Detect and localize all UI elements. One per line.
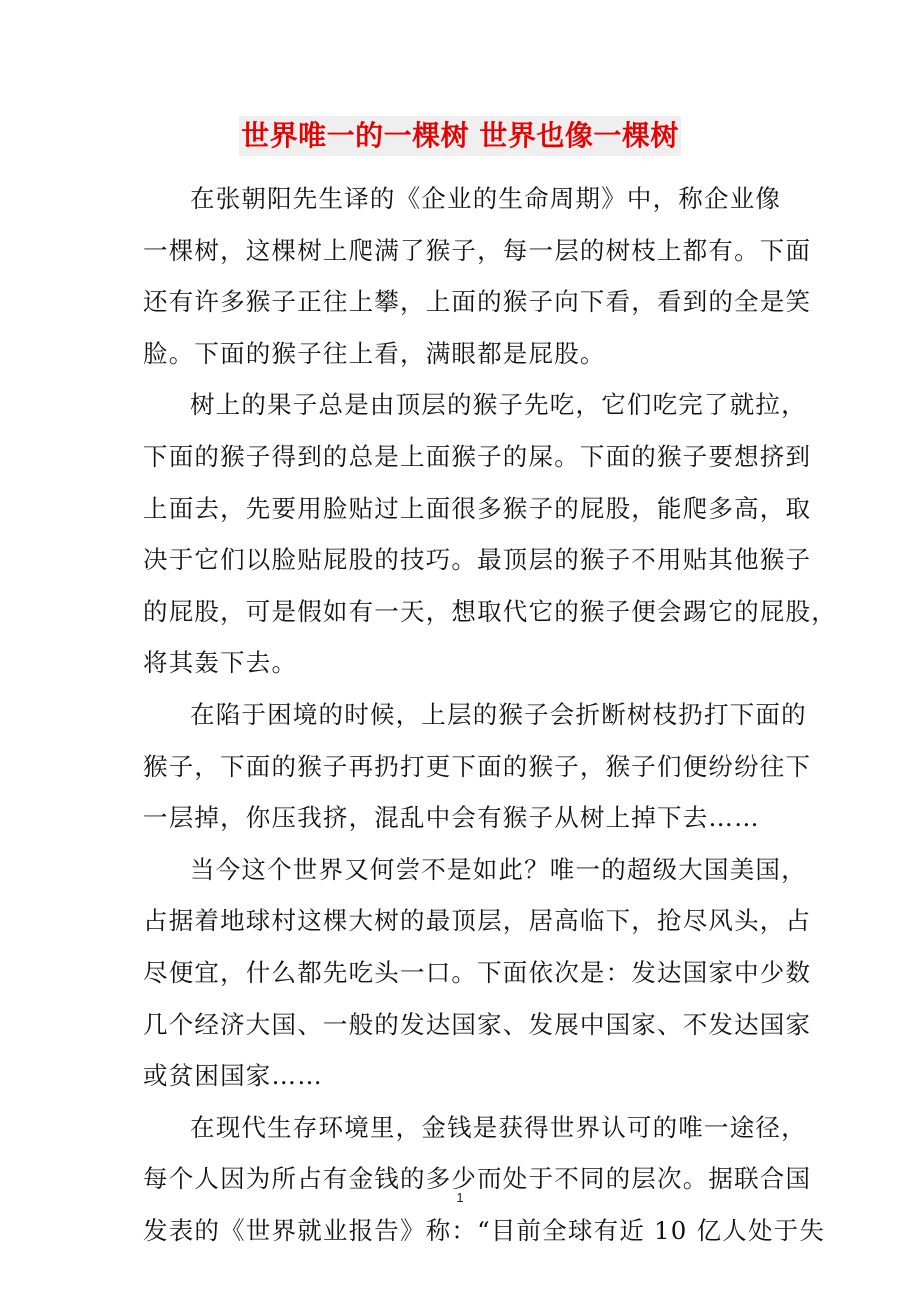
body-line: 尽便宜，什么都先吃头一口。下面依次是：发达国家中少数	[143, 957, 812, 987]
document-body	[143, 173, 837, 1256]
body-line: 一层掉，你压我挤，混乱中会有猴子从树上掉下去……	[143, 803, 760, 833]
body-line: 或贫困国家……	[143, 1061, 323, 1091]
title-container	[0, 116, 920, 156]
body-line: 决于它们以脸贴屁股的技巧。最顶层的猴子不用贴其他猴子	[143, 545, 812, 575]
body-line: 树上的果子总是由顶层的猴子先吃，它们吃完了就拉，	[190, 390, 807, 420]
body-line: 将其轰下去。	[143, 648, 298, 678]
body-line: 在陷于困境的时候，上层的猴子会折断树枝扔打下面的	[190, 699, 807, 729]
body-line: 在张朝阳先生译的《企业的生命周期》中，称企业像	[190, 184, 782, 213]
page-number: 1	[456, 1190, 464, 1205]
body-line: 脸。下面的猴子往上看，满眼都是屁股。	[143, 338, 606, 368]
body-line: 上面去，先要用脸贴过上面很多猴子的屁股，能爬多高，取	[143, 493, 812, 523]
body-line: 的屁股，可是假如有一天，想取代它的猴子便会踢它的屁股，	[143, 596, 837, 626]
body-line: 一棵树，这棵树上爬满了猴子，每一层的树枝上都有。下面	[143, 235, 812, 265]
body-line: 还有许多猴子正往上攀，上面的猴子向下看，看到的全是笑	[143, 287, 812, 317]
body-line: 占据着地球村这棵大树的最顶层，居高临下，抢尽风头，占	[143, 906, 812, 936]
body-line: 下面的猴子得到的总是上面猴子的屎。下面的猴子要想挤到	[143, 441, 812, 471]
body-line: 每个人因为所占有金钱的多少而处于不同的层次。据联合国	[143, 1164, 812, 1194]
body-line: 几个经济大国、一般的发达国家、发展中国家、不发达国家	[143, 1009, 812, 1039]
body-line: 当今这个世界又何尝不是如此？唯一的超级大国美国，	[190, 854, 807, 884]
body-line: 在现代生存环境里，金钱是获得世界认可的唯一途径，	[190, 1112, 807, 1142]
body-line: 猴子，下面的猴子再扔打更下面的猴子，猴子们便纷纷往下	[143, 751, 812, 781]
body-line: 发表的《世界就业报告》称：“目前全球有近 10 亿人处于失	[143, 1215, 826, 1245]
document-title: 世界唯一的一棵树 世界也像一棵树	[239, 116, 681, 156]
